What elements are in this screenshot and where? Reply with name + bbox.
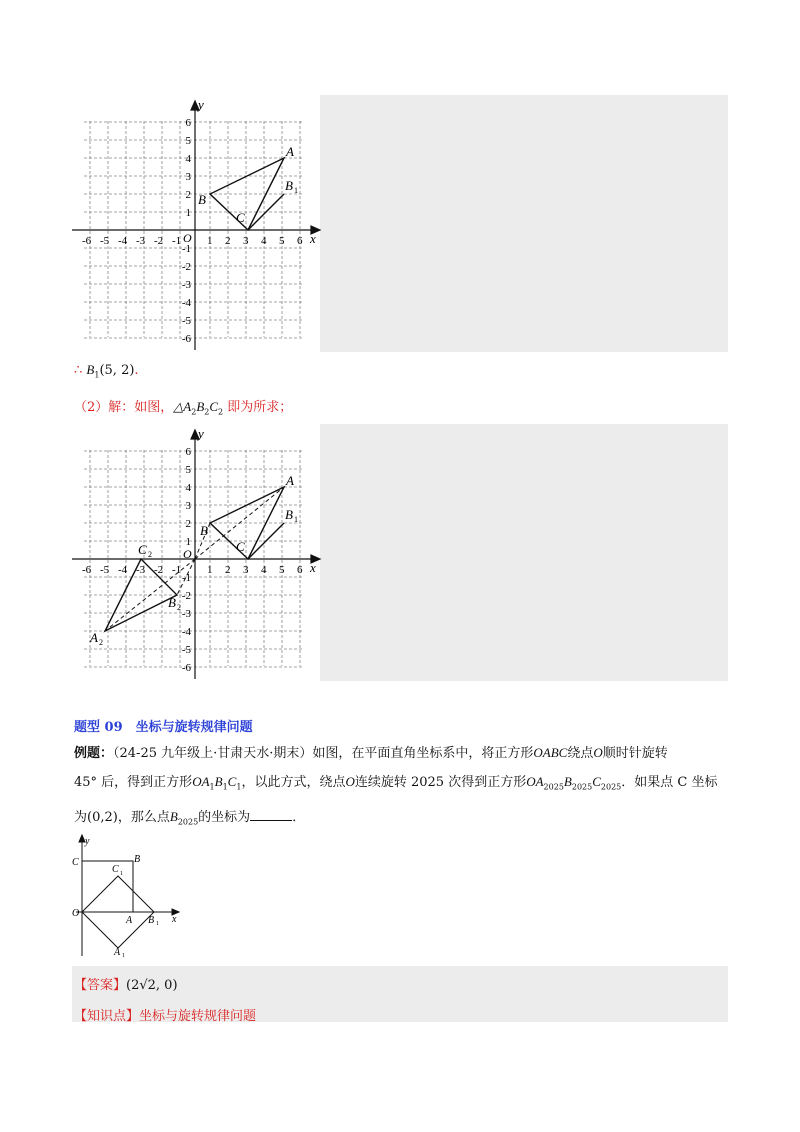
text: ．如果点 C 坐标 — [621, 775, 718, 790]
figure1-side-panel — [320, 95, 728, 352]
sub: 1 — [120, 871, 123, 877]
sub: 2 — [177, 603, 181, 612]
segment-cb1-2 — [248, 523, 284, 559]
c-label-3: C — [72, 857, 79, 868]
y-axis-label-1: y — [198, 97, 204, 112]
text: ，以此方式，绕点 — [241, 775, 346, 790]
sub: 1 — [236, 782, 242, 792]
tick: -2 — [181, 590, 191, 602]
knowledge-value: 坐标与旋转规律问题 — [139, 1009, 257, 1024]
tick: -3 — [181, 279, 191, 291]
tick: 1 — [185, 536, 191, 548]
point-a-label-2: A — [286, 473, 294, 488]
axes-1 — [72, 101, 320, 350]
o-label-3: O — [72, 908, 80, 919]
answer-blank — [250, 808, 292, 821]
tick: -4 — [118, 235, 128, 247]
example-label: 例题： — [74, 746, 114, 761]
tick: 2 — [225, 235, 231, 247]
tick: 4 — [185, 153, 191, 165]
x-tick-labels-2 — [82, 564, 303, 576]
text: 为 — [74, 810, 88, 825]
answer-value: (2√2, 0) — [126, 978, 178, 993]
tri-c2: C — [209, 399, 219, 414]
point-o: O — [593, 745, 603, 760]
figure2-side-panel — [320, 424, 728, 681]
tick: 3 — [185, 171, 191, 183]
knowledge-line — [74, 1005, 256, 1024]
tick: -3 — [181, 608, 191, 620]
point-b1: B — [86, 362, 95, 377]
answer-label: 【答案】 — [74, 978, 127, 993]
tick: 2 — [185, 189, 191, 201]
part2-line — [74, 396, 292, 417]
text: 绕点 — [567, 746, 594, 761]
tick: 4 — [261, 564, 267, 576]
b1-coords: (5, 2) — [99, 363, 135, 378]
point-a2-label: A — [90, 630, 98, 645]
tick: -5 — [181, 644, 191, 656]
x-axis-label-1: x — [310, 231, 316, 246]
text: ． — [292, 810, 306, 825]
sub: 1 — [294, 515, 298, 524]
square-oabc: OABC — [533, 745, 568, 760]
tick: -2 — [154, 235, 164, 247]
point-b1-label: B — [285, 178, 293, 193]
answer-line — [74, 974, 178, 993]
tick: -2 — [154, 564, 164, 576]
coordinate-figure-1 — [72, 95, 324, 353]
coord-c: (0,2) — [87, 810, 118, 825]
tick: -1 — [172, 235, 182, 247]
point-a-label: A — [286, 144, 294, 159]
example-line-1 — [74, 742, 668, 761]
a-label-3: A — [126, 915, 133, 926]
c1-label-3: C — [112, 864, 119, 875]
sub: 2025 — [600, 782, 622, 792]
tick: 6 — [185, 117, 191, 129]
tick: -6 — [181, 662, 191, 674]
tick: 5 — [185, 464, 191, 476]
point-c-label: C — [236, 210, 245, 225]
sub: 1 — [156, 921, 159, 927]
tick: 3 — [185, 500, 191, 512]
knowledge-label: 【知识点】 — [74, 1009, 140, 1024]
tick: -4 — [181, 626, 191, 638]
therefore-symbol: ∴ — [74, 363, 83, 378]
sub: 2 — [191, 407, 197, 417]
tick: -5 — [181, 315, 191, 327]
point-b1-subscript: 1 — [294, 186, 298, 195]
point-c-label-2: C — [236, 539, 245, 554]
tick: -4 — [118, 564, 128, 576]
y-axis-label-2: y — [198, 426, 204, 441]
tick: 6 — [297, 235, 303, 247]
point-b1-label-2: B — [285, 507, 293, 522]
tick: -1 — [172, 564, 182, 576]
b1-label-3: B — [148, 915, 155, 926]
origin-label-1: O — [183, 231, 192, 245]
tick: 1 — [207, 564, 213, 576]
sub: 2 — [148, 550, 152, 559]
text: 45° 后，得到正方形 — [74, 775, 193, 790]
coordinate-figure-2 — [72, 424, 324, 682]
tick: 6 — [185, 446, 191, 458]
tick: 5 — [279, 235, 285, 247]
sub: 2 — [218, 407, 224, 417]
tick: -5 — [100, 564, 110, 576]
square-2025: OA — [526, 774, 544, 789]
tick: 2 — [185, 518, 191, 530]
part2-intro: （2）解：如图， — [74, 400, 174, 415]
tick: -4 — [181, 297, 191, 309]
tick: -6 — [82, 235, 92, 247]
tick: 5 — [185, 135, 191, 147]
square-rotation-figure — [68, 832, 188, 960]
square-oa1b1c1: OA — [192, 774, 210, 789]
text: （24-25 九年级上·甘肃天水·期末）如图，在平面直角坐标系中，将正方形 — [113, 746, 534, 761]
conclusion-line — [74, 362, 139, 380]
b1-sub: 1 — [94, 370, 100, 380]
sub: 2 — [99, 638, 103, 647]
x-label-3: x — [172, 914, 177, 925]
tick: -2 — [181, 261, 191, 273]
sub: 1 — [209, 782, 215, 792]
section-title: 题型 09 坐标与旋转规律问题 — [74, 720, 253, 735]
example-line-3 — [74, 806, 305, 827]
text: ，那么点 — [117, 810, 170, 825]
point-b-label: B — [198, 192, 206, 207]
period: . — [134, 363, 139, 378]
point-o: O — [345, 774, 355, 789]
sub: 2025 — [543, 782, 564, 792]
sub: 2 — [204, 407, 210, 417]
sub: 1 — [222, 782, 228, 792]
x-axis-label-2: x — [310, 560, 316, 575]
tick: -6 — [82, 564, 92, 576]
sub: 2025 — [177, 817, 199, 827]
tick: -6 — [181, 333, 191, 345]
tick: -3 — [136, 235, 146, 247]
tick: -5 — [100, 235, 110, 247]
tick: -1 — [181, 243, 191, 255]
text: 顺时针旋转 — [602, 746, 668, 761]
tick: 6 — [297, 564, 303, 576]
point-b2025: B — [169, 809, 178, 824]
origin-label-2: O — [183, 547, 192, 561]
text: 连续旋转 2025 次得到正方形 — [354, 775, 527, 790]
b-label-3: B — [134, 854, 141, 865]
segment-cb1 — [248, 194, 284, 230]
triangle-a2: △A — [173, 399, 192, 414]
a1-label-3: A — [114, 947, 121, 958]
sub: 1 — [122, 953, 125, 959]
tick: 1 — [207, 235, 213, 247]
tick: -1 — [181, 572, 191, 584]
tick: 4 — [185, 482, 191, 494]
example-line-2: 45° 后，得到正方形$OA_1B_1C_1$，以此方式，绕点O连续旋转 2025 次得到正方形$OA_{2025}B_{2025}C_{2025}$．如果点 C 坐标 — [74, 774, 718, 792]
text: 的坐标为 — [198, 810, 251, 825]
point-b-label-2: B — [200, 523, 208, 538]
x-tick-labels-1 — [82, 235, 303, 247]
tick: -3 — [136, 564, 146, 576]
sub: 2025 — [571, 782, 593, 792]
tick: 2 — [225, 564, 231, 576]
point-b2-label: B — [168, 595, 176, 610]
tri-b2: B — [196, 399, 205, 414]
part2-end: 即为所求； — [223, 400, 293, 415]
tick: 4 — [261, 235, 267, 247]
axes-2 — [72, 430, 320, 679]
tick: 1 — [185, 207, 191, 219]
tick: 5 — [279, 564, 285, 576]
tick: 3 — [243, 564, 249, 576]
tick: 3 — [243, 235, 249, 247]
y-label-3: y — [85, 836, 90, 847]
point-c2-label: C — [138, 542, 147, 557]
